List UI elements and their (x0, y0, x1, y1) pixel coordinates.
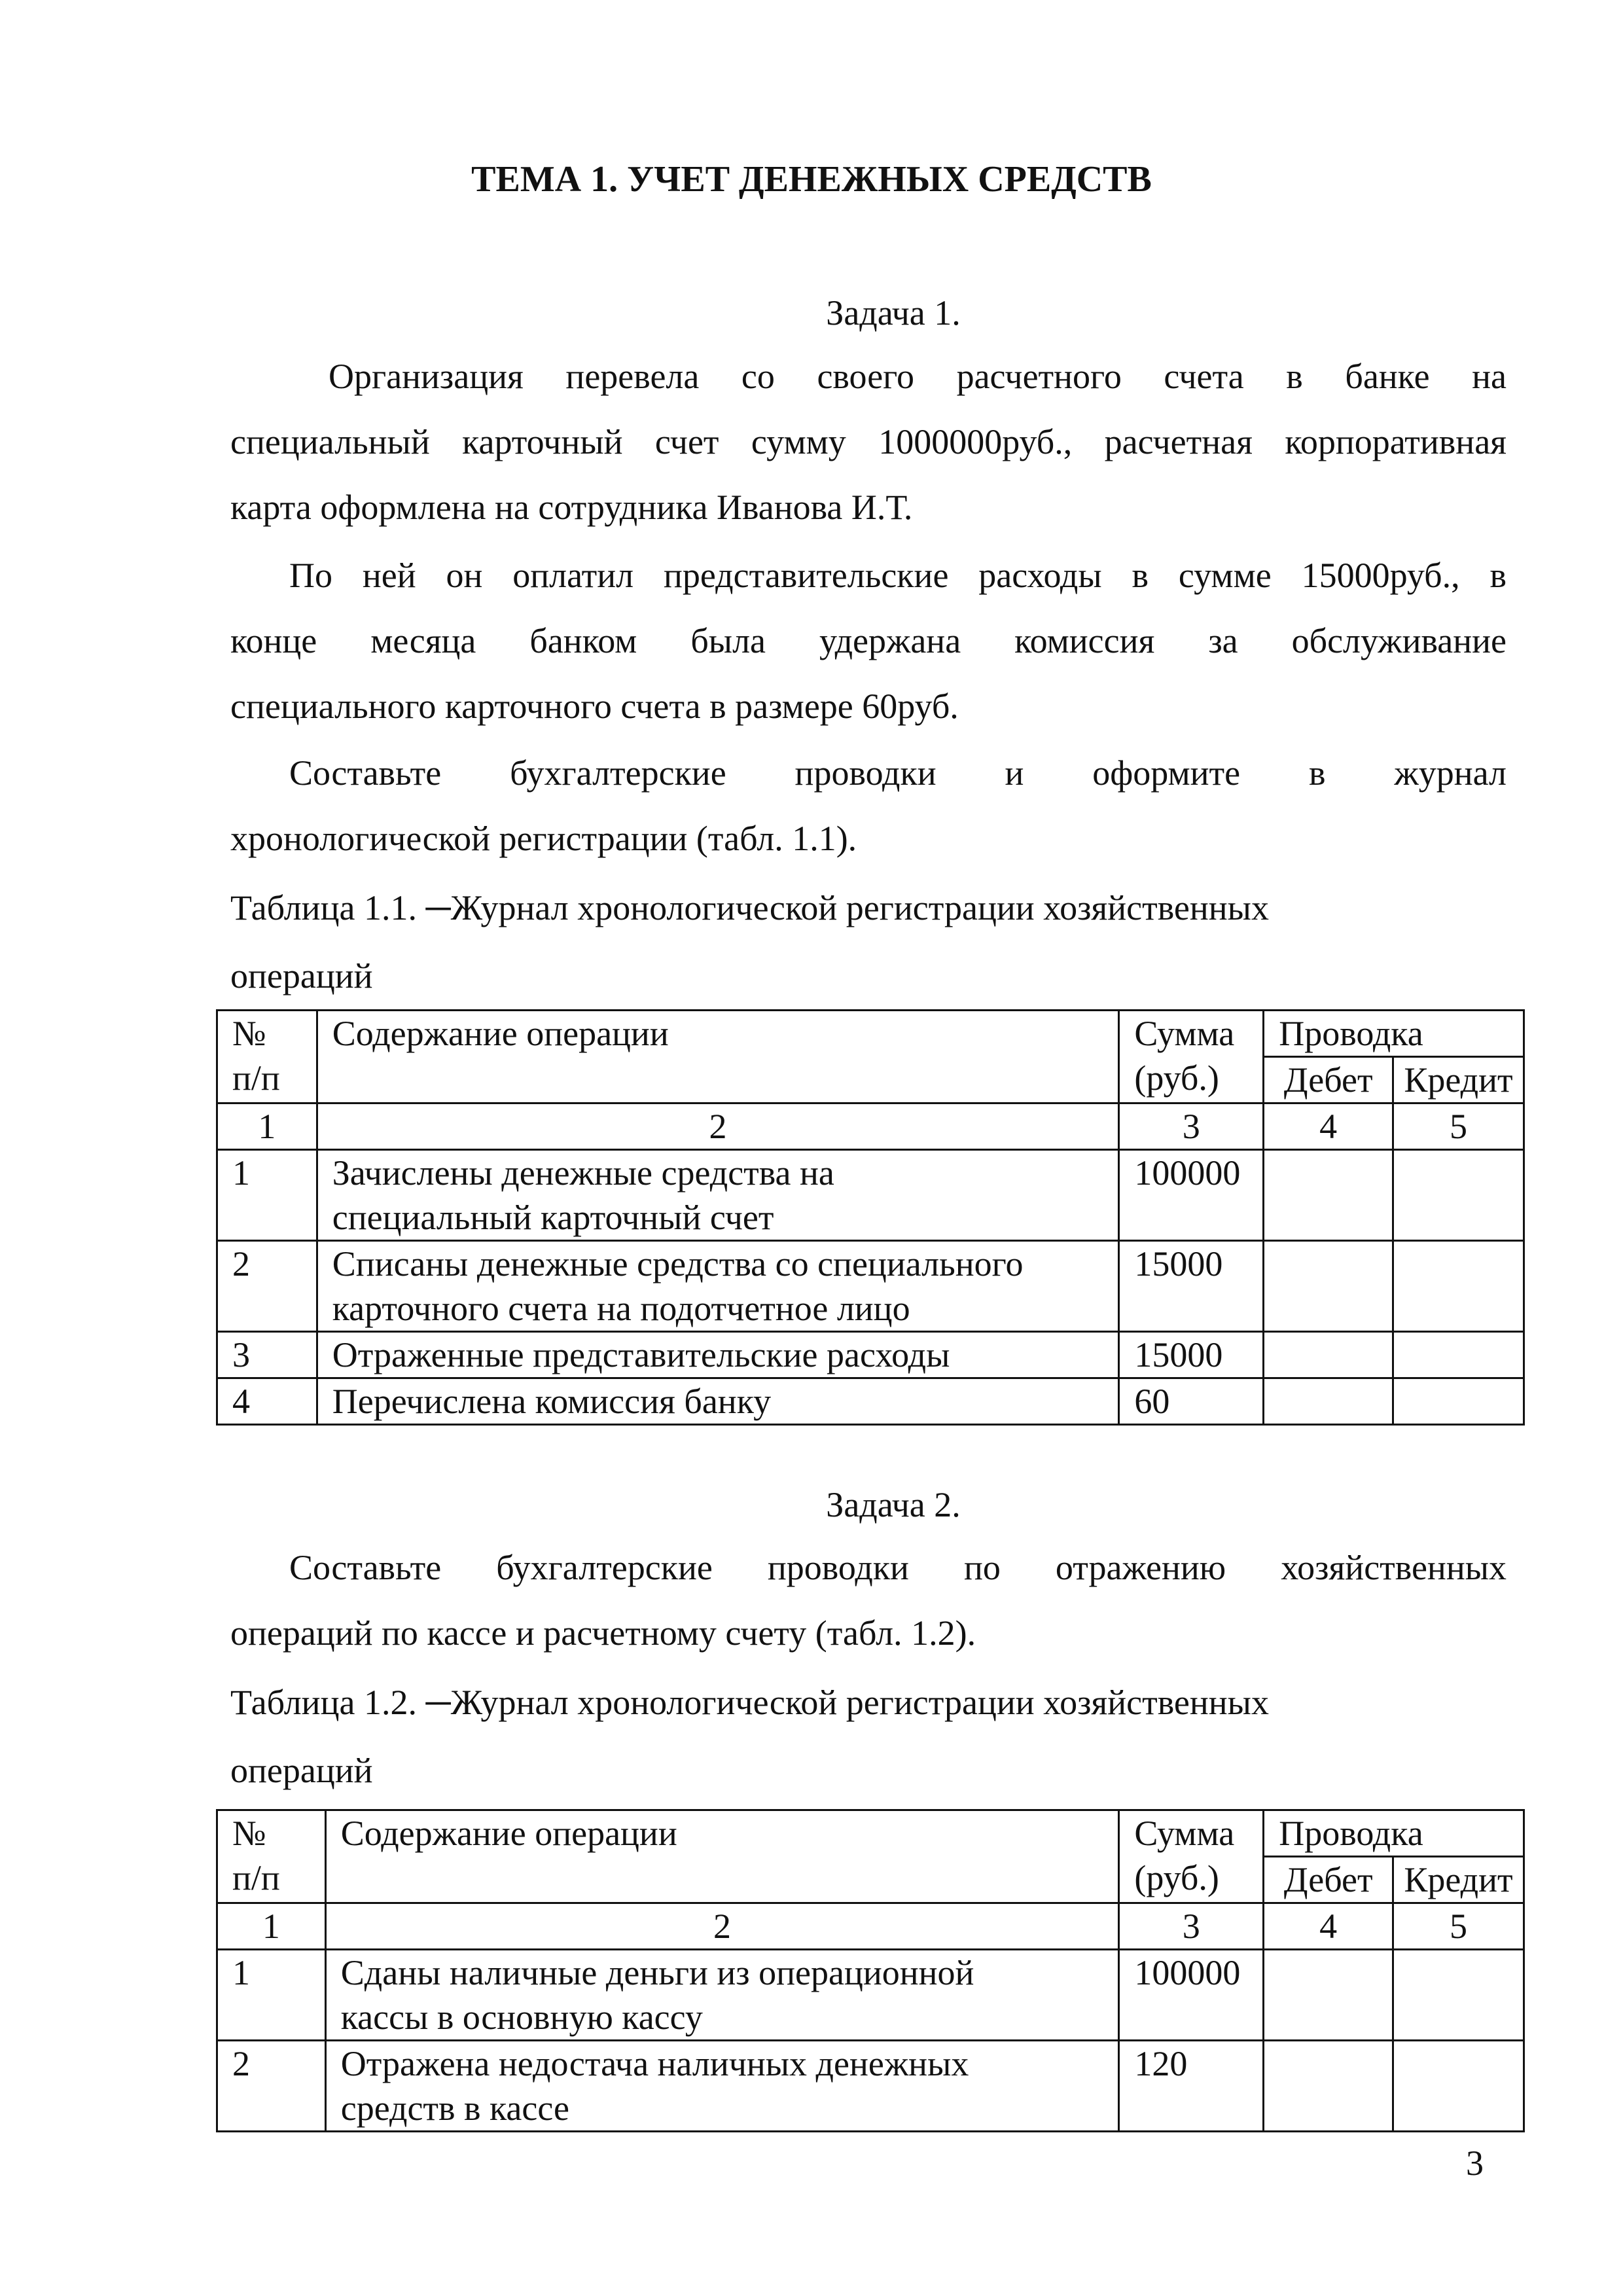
row-content-line: Зачислены денежные средства на (332, 1153, 834, 1193)
row-credit (1393, 1332, 1524, 1378)
header-debit: Дебет (1264, 1057, 1393, 1103)
row-number: 2 (217, 2041, 326, 2132)
text-line: операций по кассе и расчетному счету (табл. 1.2). (230, 1613, 976, 1653)
row-sum: 60 (1119, 1378, 1264, 1425)
table-row (217, 1378, 1524, 1425)
row-content (317, 1150, 1119, 1241)
table-row (217, 1950, 1524, 2041)
text-line: хронологической регистрации (табл. 1.1). (230, 819, 857, 858)
row-content-line: кассы в основную кассу (340, 1998, 703, 2037)
table-row (217, 1332, 1524, 1378)
task1-paragraph-3 (230, 740, 1507, 871)
header-sum-line: (руб.) (1134, 1858, 1219, 1897)
header-number-line: п/п (232, 1858, 280, 1897)
header-number-line: № (232, 1814, 266, 1853)
row-credit (1393, 2041, 1524, 2132)
row-sum: 100000 (1119, 1150, 1264, 1241)
row-content-line: специальный карточный счет (332, 1198, 774, 1237)
column-number: 2 (317, 1103, 1119, 1150)
header-entry: Проводка (1264, 1810, 1524, 1857)
table-1-1-caption (230, 874, 1507, 1010)
row-credit (1393, 1150, 1524, 1241)
table-1-2-caption (230, 1668, 1507, 1804)
row-credit (1393, 1950, 1524, 2041)
caption-line: операций (230, 1751, 373, 1790)
header-content: Содержание операции (317, 1011, 1119, 1103)
row-content (317, 1241, 1119, 1332)
row-debit (1264, 1950, 1393, 2041)
header-number-line: № (232, 1014, 266, 1053)
text-line: специальный карточный счет сумму 1000000руб., расчетная корпоративная (230, 422, 1507, 461)
header-credit: Кредит (1393, 1057, 1524, 1103)
journal-table-1-2 (216, 1809, 1525, 2132)
row-number: 1 (217, 1150, 317, 1241)
row-sum: 120 (1119, 2041, 1264, 2132)
column-number: 1 (217, 1903, 326, 1950)
row-number: 4 (217, 1378, 317, 1425)
column-number: 5 (1393, 1903, 1524, 1950)
header-number (217, 1810, 326, 1903)
column-number: 5 (1393, 1103, 1524, 1150)
row-debit (1264, 1378, 1393, 1425)
header-sum-line: Сумма (1134, 1014, 1235, 1053)
caption-line: операций (230, 956, 373, 996)
caption-line: Таблица 1.2. ─Журнал хронологической регистрации хозяйственных (230, 1683, 1269, 1722)
row-debit (1264, 1241, 1393, 1332)
journal-table-1-1 (216, 1009, 1525, 1426)
row-content: Отраженные представительские расходы (317, 1332, 1119, 1378)
row-content (325, 1950, 1119, 2041)
task1-heading: Задача 1. (826, 293, 961, 332)
column-number: 3 (1119, 1903, 1264, 1950)
header-sum (1119, 1011, 1264, 1103)
row-content-line: Отражена недостача наличных денежных (340, 2044, 969, 2083)
row-content-line: Списаны денежные средства со специального (332, 1244, 1024, 1283)
row-content-line: карточного счета на подотчетное лицо (332, 1289, 910, 1328)
task2-heading: Задача 2. (826, 1485, 961, 1524)
header-number-line: п/п (232, 1058, 280, 1098)
row-sum: 15000 (1119, 1241, 1264, 1332)
column-number: 2 (325, 1903, 1119, 1950)
page-number: 3 (1466, 2144, 1484, 2183)
row-content-line: средств в кассе (340, 2089, 569, 2128)
task1-paragraph-2 (230, 543, 1507, 739)
row-debit (1264, 1332, 1393, 1378)
task1-paragraph-1 (230, 344, 1507, 540)
row-number: 3 (217, 1332, 317, 1378)
table-row (217, 1150, 1524, 1241)
header-content: Содержание операции (325, 1810, 1119, 1903)
column-number: 3 (1119, 1103, 1264, 1150)
table-row (217, 2041, 1524, 2132)
row-credit (1393, 1241, 1524, 1332)
row-content: Перечислена комиссия банку (317, 1378, 1119, 1425)
page-title: ТЕМА 1. УЧЕТ ДЕНЕЖНЫХ СРЕДСТВ (471, 159, 1152, 200)
row-credit (1393, 1378, 1524, 1425)
row-sum: 100000 (1119, 1950, 1264, 2041)
header-number (217, 1011, 317, 1103)
header-sum-line: Сумма (1134, 1814, 1235, 1853)
row-content-line: Сданы наличные деньги из операционной (340, 1953, 974, 1992)
text-line: конце месяца банком была удержана комиссия за обслуживание (230, 621, 1507, 660)
text-line: Составьте бухгалтерские проводки и оформите в журнал (289, 753, 1507, 793)
row-number: 2 (217, 1241, 317, 1332)
row-content (325, 2041, 1119, 2132)
header-sum-line: (руб.) (1134, 1058, 1219, 1098)
header-debit: Дебет (1264, 1857, 1393, 1903)
row-debit (1264, 1150, 1393, 1241)
table-row (217, 1241, 1524, 1332)
column-number: 1 (217, 1103, 317, 1150)
caption-line: Таблица 1.1. ─Журнал хронологической регистрации хозяйственных (230, 888, 1269, 927)
column-number: 4 (1264, 1103, 1393, 1150)
table-header-row (217, 1810, 1524, 1857)
text-line: специального карточного счета в размере 60руб. (230, 687, 959, 726)
row-sum: 15000 (1119, 1332, 1264, 1378)
header-entry: Проводка (1264, 1011, 1524, 1057)
header-sum (1119, 1810, 1264, 1903)
task2-paragraph-1 (230, 1535, 1507, 1666)
row-number: 1 (217, 1950, 326, 2041)
table-header-row (217, 1011, 1524, 1057)
text-line: По ней он оплатил представительские расходы в сумме 15000руб., в (289, 556, 1507, 595)
column-number-row (217, 1103, 1524, 1150)
column-number-row (217, 1903, 1524, 1950)
header-credit: Кредит (1393, 1857, 1524, 1903)
column-number: 4 (1264, 1903, 1393, 1950)
text-line: карта оформлена на сотрудника Иванова И.Т. (230, 488, 913, 527)
text-line: Организация перевела со своего расчетного счета в банке на (329, 357, 1507, 396)
text-line: Составьте бухгалтерские проводки по отражению хозяйственных (289, 1548, 1507, 1587)
row-debit (1264, 2041, 1393, 2132)
